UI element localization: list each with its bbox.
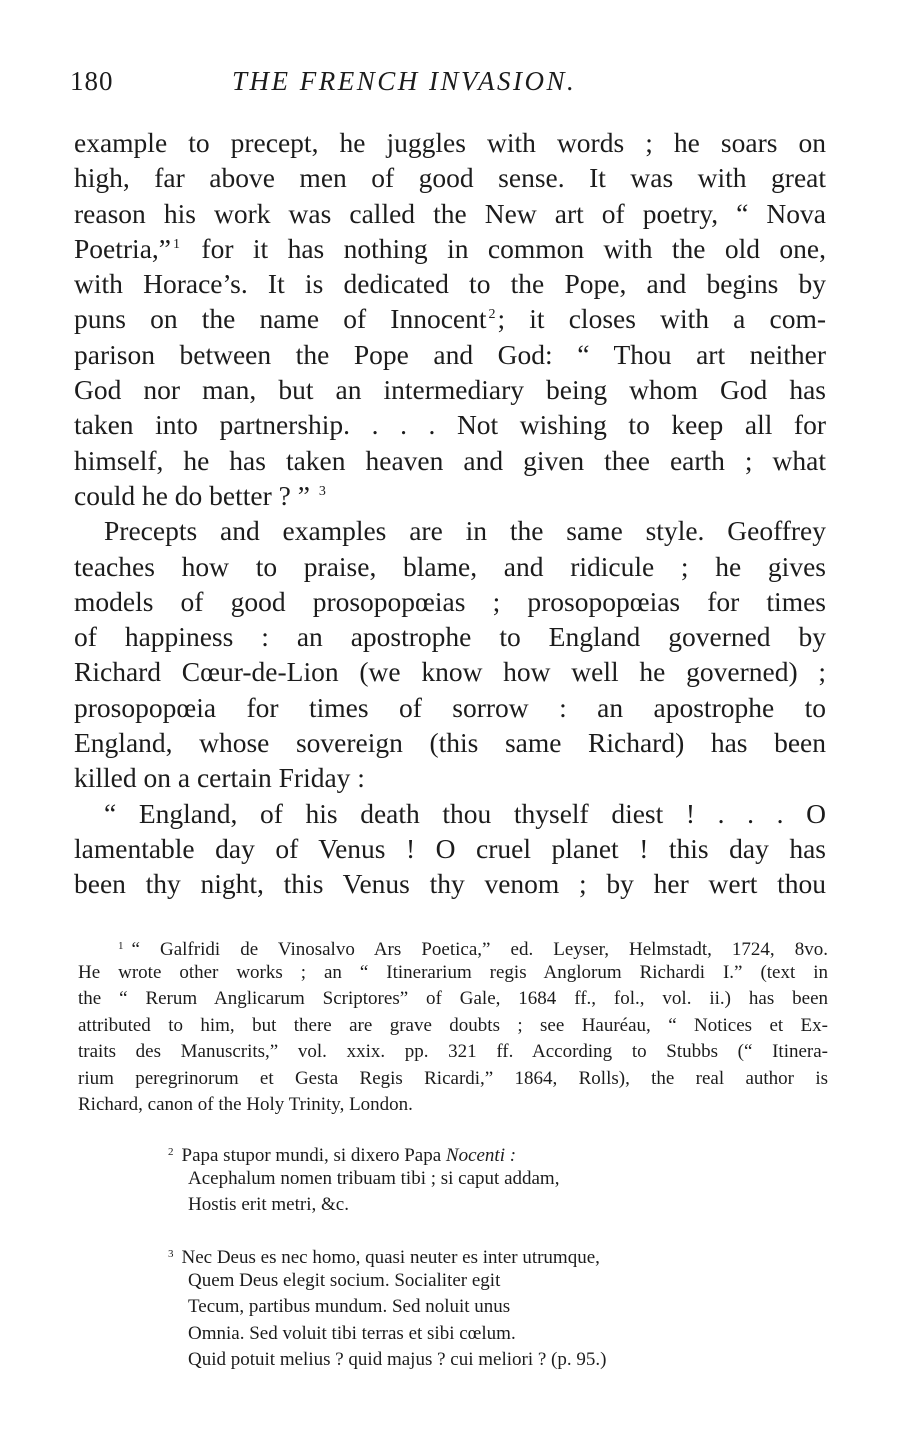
- text-segment: could he do better ? ”: [74, 479, 310, 511]
- text-line: himself, he has taken heaven and given thee earth ; what: [74, 444, 826, 476]
- verse-line: Hostis erit metri, &c.: [188, 1194, 349, 1215]
- footnote-1: [78, 933, 828, 1119]
- text-segment: Poetria,”: [74, 232, 171, 264]
- footnote-3-verse: [168, 1241, 606, 1374]
- footnote-marker: 2: [168, 1146, 174, 1158]
- footnote-line: rium peregrinorum et Gesta Regis Ricardi,” 1864, Rolls), the real author is: [78, 1067, 828, 1089]
- text-line: models of good prosopopœias ; prosopopœias for times: [74, 585, 826, 617]
- verse-text: Papa stupor mundi, si dixero Papa: [181, 1145, 442, 1166]
- text-segment: ; it closes with a com-: [497, 303, 827, 335]
- footnote-marker: 3: [168, 1248, 174, 1260]
- text-line: “ England, of his death thou thyself diest ! . . . O: [104, 797, 826, 829]
- running-head: [70, 66, 830, 106]
- text-line: killed on a certain Friday :: [74, 762, 365, 794]
- footnote-ref-3: 3: [318, 483, 326, 499]
- text-line: of happiness : an apostrophe to England governed by: [74, 621, 826, 653]
- page-number: 180: [70, 66, 114, 96]
- running-title: THE FRENCH INVASION.: [232, 66, 577, 96]
- footnote-line: [78, 933, 828, 960]
- text-segment: for it has nothing in common with the old one,: [201, 232, 827, 264]
- verse-line: [168, 1139, 559, 1166]
- verse-line: Tecum, partibus mundum. Sed noluit unus: [188, 1296, 511, 1317]
- text-line: taken into partnership. . . . Not wishing to keep all for: [74, 409, 826, 441]
- footnote-line: attributed to him, but there are grave doubts ; see Hauréau, “ Notices et Ex-: [78, 1014, 828, 1036]
- main-text: [74, 125, 826, 902]
- text-line: with Horace’s. It is dedicated to the Pope, and begins by: [74, 268, 826, 300]
- verse-line: Quid potuit melius ? quid majus ? cui meliori ? (p. 95.): [188, 1349, 607, 1370]
- text-line: Precepts and examples are in the same style. Geoffrey: [104, 515, 826, 547]
- text-line: [74, 301, 826, 336]
- text-segment: puns on the name of Innocent: [74, 303, 487, 335]
- footnote-text: “ Galfridi de Vinosalvo Ars Poetica,” ed. Leyser, Helmstadt, 1724, 8vo.: [131, 939, 828, 960]
- verse-line: Acephalum nomen tribuam tibi ; si caput addam,: [188, 1167, 560, 1189]
- text-line: reason his work was called the New art of poetry, “ Nova: [74, 197, 826, 229]
- footnote-line: traits des Manuscrits,” vol. xxix. pp. 321 ff. According to Stubbs (“ Itinera-: [78, 1041, 828, 1062]
- footnote-line: He wrote other works ; an “ Itinerarium regis Anglorum Richardi I.” (text in: [78, 961, 828, 983]
- footnote-ref-2: 2: [488, 307, 496, 323]
- verse-line: Quem Deus elegit socium. Socialiter egit: [188, 1269, 501, 1291]
- text-line: been thy night, this Venus thy venom ; by her wert thou: [74, 868, 826, 900]
- footnote-marker: 1: [118, 940, 124, 952]
- text-line: prosopopœia for times of sorrow : an apostrophe to: [74, 691, 826, 723]
- footnote-2-verse: [168, 1139, 559, 1219]
- footnote-line: Richard, canon of the Holy Trinity, London.: [78, 1094, 413, 1115]
- text-line: lamentable day of Venus ! O cruel planet ! this day has: [74, 832, 826, 864]
- text-line: God nor man, but an intermediary being whom God has: [74, 374, 826, 406]
- text-line: example to precept, he juggles with words ; he soars on: [74, 127, 826, 158]
- verse-italic: Nocenti :: [445, 1145, 517, 1166]
- footnote-line: the “ Rerum Anglicarum Scriptores” of Gale, 1684 ff., fol., vol. ii.) has been: [78, 988, 828, 1009]
- verse-text: Nec Deus es nec homo, quasi neuter es inter utrumque,: [181, 1247, 600, 1268]
- text-line: parison between the Pope and God: “ Thou art neither: [74, 338, 826, 370]
- footnote-ref-1: 1: [172, 236, 180, 252]
- text-line: [74, 231, 826, 266]
- text-line: [74, 478, 826, 513]
- verse-line: [168, 1241, 606, 1268]
- text-line: Richard Cœur-de-Lion (we know how well he governed) ;: [74, 656, 826, 688]
- text-line: teaches how to praise, blame, and ridicule ; he gives: [74, 550, 826, 582]
- text-line: England, whose sovereign (this same Richard) has been: [74, 727, 826, 759]
- text-line: high, far above men of good sense. It was with great: [74, 162, 826, 194]
- verse-line: Omnia. Sed voluit tibi terras et sibi cœlum.: [188, 1322, 516, 1344]
